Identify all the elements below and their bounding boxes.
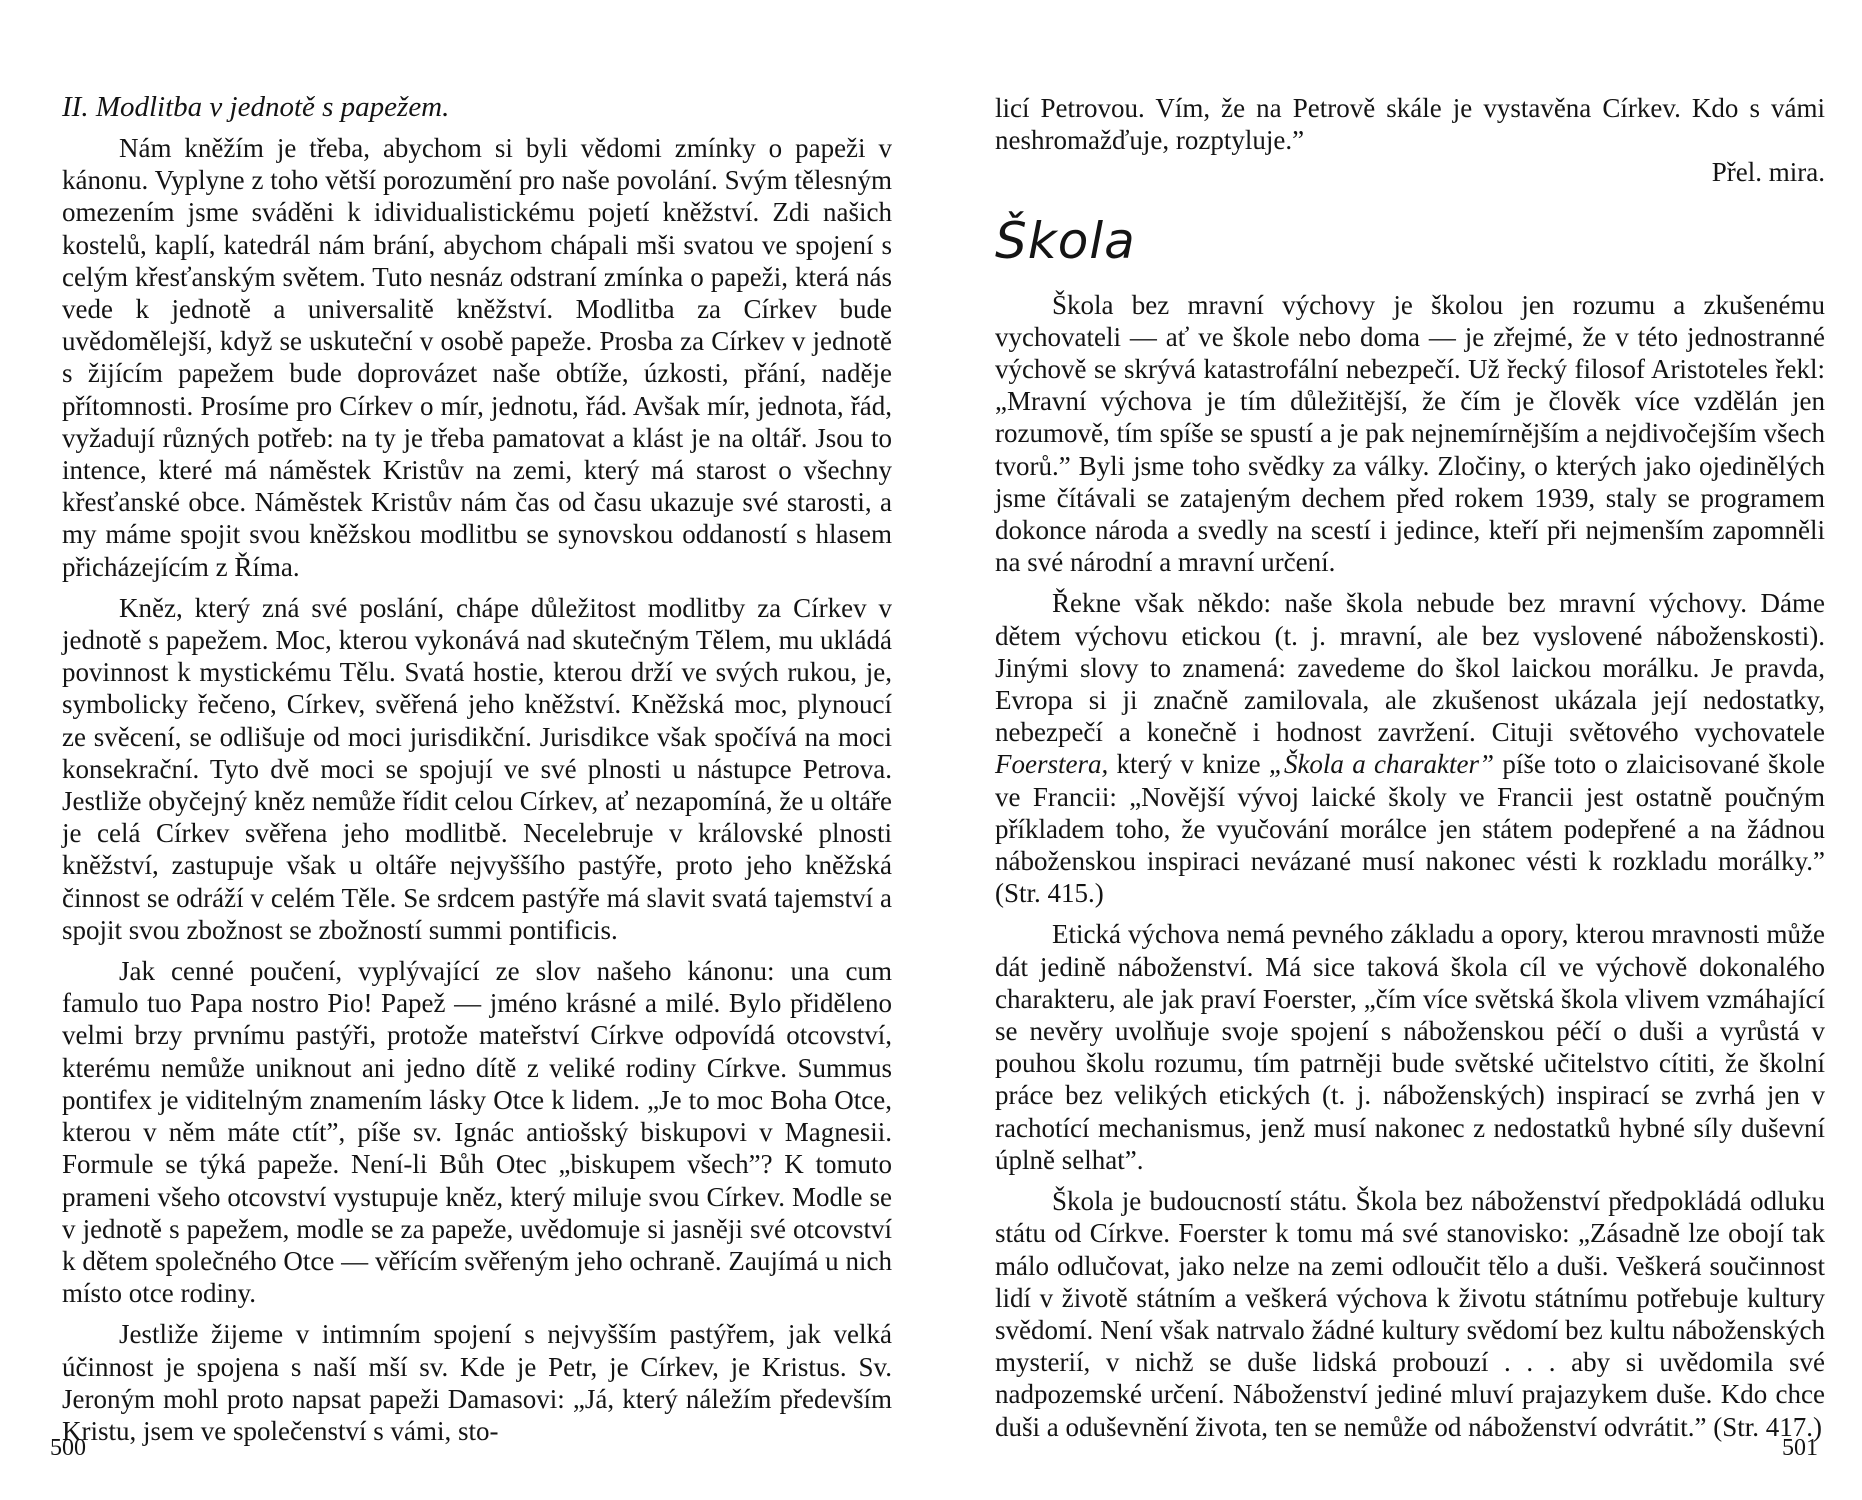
- paragraph-text: píše toto o zlaicisované škole ve Francii: „Novější vývoj laické školy ve Francii jest ostatně poučným příkladem toho, že vyučování morálce jen státem podepřené a na žádnou náboženskou inspiraci nevázané musí nakonec vésti k rozkladu morálky.” (Str. 415.): [995, 749, 1825, 909]
- paragraph: [995, 587, 1825, 909]
- page-number-left: 500: [50, 1435, 86, 1461]
- left-text-column: [62, 90, 892, 1456]
- paragraph-text: Řekne však někdo: naše škola nebude bez mravní výchovy. Dáme dětem výchovu etickou (t. j. mravní, ale bez vyslovené náboženskosti). Jinými slovy to znamená: zavedeme do škol laickou morálku. Je pravda, Evropa si ji značně zamilovala, ale zkušenost ukázala její nedostatky, nebezpečí a konečně i hodnost zavržení. Cituji světového vychovatele: [995, 588, 1825, 748]
- book-title: „Škola a charakter”: [1268, 749, 1495, 780]
- paragraph: Jak cenné poučení, vyplývající ze slov našeho kánonu: una cum famulo tuo Papa nostro Pio! Papež — jméno krásné a milé. Bylo přiděleno velmi brzy prvnímu pastýři, protože mateřství Církve odpovídá otcovství, kterému nemůže uniknout ani jedno dítě z veliké rodiny Církve. Summus pontifex je viditelným znamením lásky Otce k lidem. „Je to moc Boha Otce, kterou v něm máte ctít”, píše sv. Ignác antiošský biskupovi v Magnesii. Formule se týká papeže. Není-li Bůh Otec „biskupem všech”? K tomuto prameni všeho otcovství vystupuje kněz, který miluje svou Církev. Modle se v jednotě s papežem, modle se za papeže, uvědomuje si jasněji své otcovství k dětem společného Otce — věřícím svěřeným jeho ochraně. Zaujímá u nich místo otce rodiny.: [62, 956, 892, 1309]
- chapter-title: Škola: [995, 211, 1136, 270]
- page-number-right: 501: [1782, 1435, 1818, 1461]
- paragraph: Etická výchova nemá pevného základu a opory, kterou mravnosti může dát jedině náboženství. Má sice taková škola cíl ve výchově dokonalého charakteru, ale jak praví Foerster, „čím více světská škola vlivem vzmáhající se nevěry uvolňuje svoje spojení s náboženskou péčí o duši a vyrůstá v pouhou školu rozumu, tím patrněji bude světské učitelstvo cítiti, že školní práce bez velikých etických (t. j. náboženských) inspirací se zvrhá jen v rachotící mechanismus, jenž musí nakonec z nedostatků hybné síly duševní úplně selhat”.: [995, 919, 1825, 1175]
- paragraph: Nám kněžím je třeba, abychom si byli vědomi zmínky o papeži v kánonu. Vyplyne z toho větší porozumění pro naše povolání. Svým tělesným omezením jsme sváděni k idividualistickému pojetí kněžství. Zdi našich kostelů, kaplí, katedrál nám brání, abychom chápali mši svatou ve spojení s celým křesťanským světem. Tuto nesnáz odstraní zmínka o papeži, která nás vede k jednotě a universalitě kněžství. Modlitba za Církev bude uvědomělejší, když se uskuteční v osobě papeže. Prosba za Církev v jednotě s žijícím papežem bude doprovázet naše obtíže, úzkosti, přání, naděje přítomnosti. Prosíme pro Církev o mír, jednotu, řád. Avšak mír, jednota, řád, vyžadují různých potřeb: na ty je třeba pamatovat a klást je na oltář. Jsou to intence, které má náměstek Kristův na zemi, který má starost o všechny křesťanské obce. Náměstek Kristův nám čas od času ukazuje své starosti, a my máme spojit svou kněžskou modlitbu se synovskou oddaností s hlasem přicházejícím z Říma.: [62, 133, 892, 582]
- paragraph-text: který v knize: [1108, 749, 1269, 780]
- translator-credit-row: [995, 156, 1825, 188]
- right-page: [931, 0, 1862, 1500]
- author-name: Foerstera,: [995, 749, 1109, 780]
- paragraph: Kněz, který zná své poslání, chápe důležitost modlitby za Církev v jednotě s papežem. Moc, kterou vykonává nad skutečným Tělem, mu ukládá povinnost k mystickému Tělu. Svatá hostie, kterou drží ve svých rukou, je, symbolicky řečeno, Církev, svěřená jeho kněžství. Kněžská moc, plynoucí ze svěcení, se odlišuje od moci jurisdikční. Jurisdikce však spočívá na moci konsekrační. Tyto dvě moci se spojují ve své plnosti u nástupce Petrova. Jestliže obyčejný kněz nemůže řídit celou Církev, ať nezapomíná, že u oltáře je celá Církev svěřena jeho modlitbě. Necelebruje v královské plnosti kněžství, zastupuje však u oltáře nejvyššího pastýře, proto jeho kněžská činnost se odráží v celém Těle. Se srdcem pastýře má slavit svatá tajemství a spojit svou zbožnost se zbožností summi pontificis.: [62, 592, 892, 945]
- continuation-text: licí Petrovou. Vím, že na Petrově skále je vystavěna Církev. Kdo s vámi neshromažďuje, rozptyluje.”: [995, 93, 1825, 156]
- paragraph: Jestliže žijeme v intimním spojení s nejvyšším pastýřem, jak velká účinnost je spojena s naší mší sv. Kde je Petr, je Církev, je Kristus. Sv. Jeroným mohl proto napsat papeži Damasovi: „Já, který náležím především Kristu, jsem ve společenství s vámi, sto-: [62, 1319, 892, 1446]
- paragraph: Škola bez mravní výchovy je školou jen rozumu a zkušenému vychovateli — ať ve škole nebo doma — je zřejmé, že v této jednostranné výchově se skrývá katastrofální nebezpečí. Už řecký filosof Aristoteles řekl: „Mravní výchova je tím důležitější, že čím je člověk více vzdělán jen rozumově, tím spíše se spustí a je pak nejnemírnějším a nejdivočejším všech tvorů.” Byli jsme toho svědky za války. Zločiny, o kterých jako ojedinělých jsme čítávali se zatajeným dechem před rokem 1939, staly se programem dokonce národa a svedly na scestí i jedince, kteří při nejmenším zapomněli na své národní a mravní určení.: [995, 289, 1825, 578]
- paragraph: Škola je budoucností státu. Škola bez náboženství předpokládá odluku státu od Církve. Foerster k tomu má své stanovisko: „Zásadně lze obojí tak málo odlučovat, jako nelze na zemi odloučit tělo a duši. Veškerá součinnost lidí v životě státním a veškerá výchova k životu státnímu potřebuje kultury svědomí. Není však natrvalo žádné kultury svědomí bez kultu náboženských mysterií, v nichž se duše lidská probouzí . . . aby si uvědomila své nadpozemské určení. Náboženství jediné mluví prajazykem duše. Kdo chce duši a oduševnění života, ten se nemůže od náboženství odvrátit.” (Str. 417.): [995, 1186, 1825, 1442]
- section-heading: II. Modlitba v jednotě s papežem.: [62, 91, 450, 123]
- right-text-column: [995, 92, 1825, 1452]
- translator-credit: Přel. mira.: [1711, 157, 1825, 188]
